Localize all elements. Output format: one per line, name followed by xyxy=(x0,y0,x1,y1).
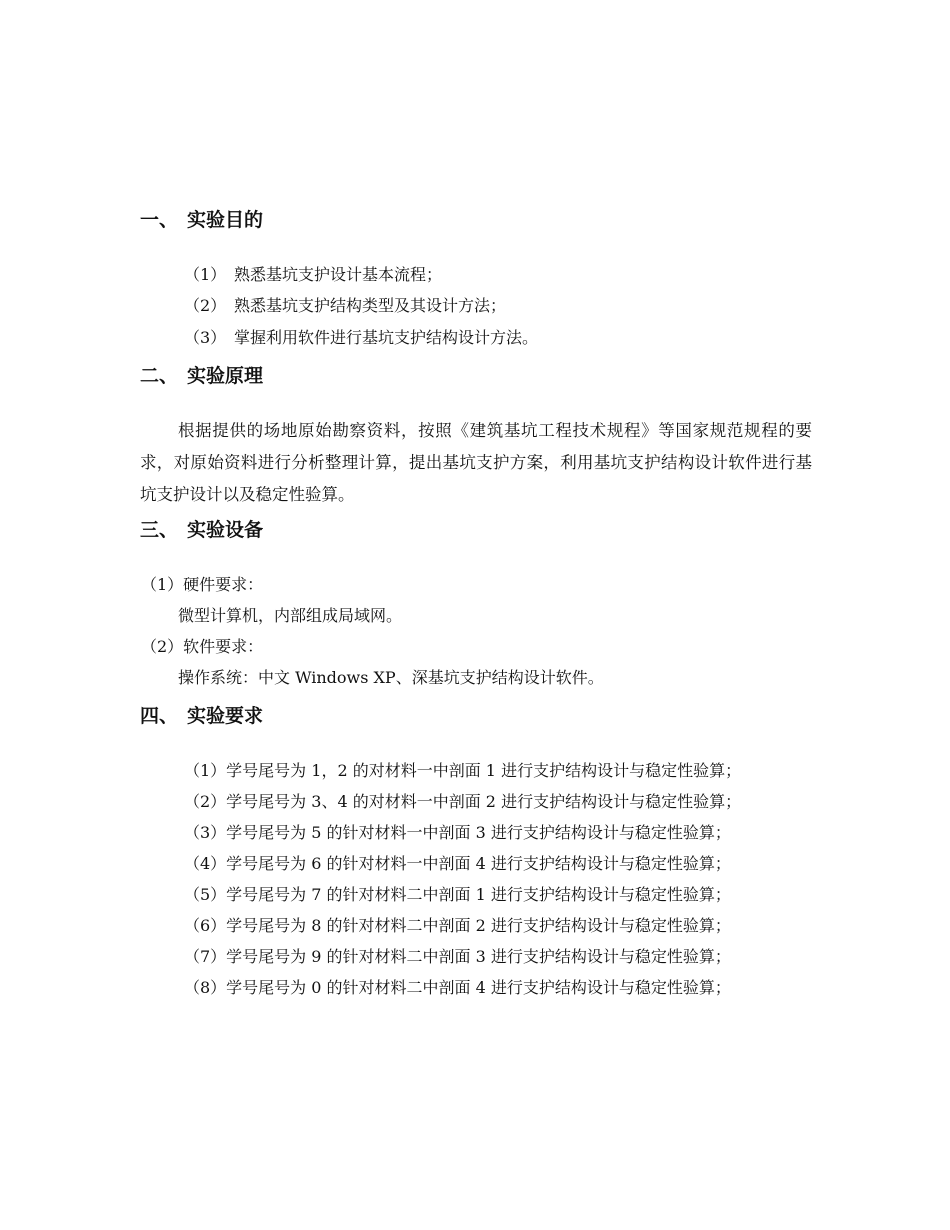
section-2-heading xyxy=(140,364,263,388)
section-1-title: 实验目的 xyxy=(187,209,264,231)
list-item: （6）学号尾号为 8 的针对材料二中剖面 2 进行支护结构设计与稳定性验算； xyxy=(184,916,731,935)
section-4-heading xyxy=(140,704,263,728)
section-3-title: 实验设备 xyxy=(187,519,264,541)
section-2-title: 实验原理 xyxy=(187,365,264,387)
hardware-requirement-detail: 微型计算机，内部组成局域网。 xyxy=(178,606,403,625)
section-3-heading xyxy=(140,518,263,542)
section-1-heading xyxy=(140,208,263,232)
software-requirement-label: （2）软件要求： xyxy=(141,637,264,656)
list-item-marker: （2） xyxy=(184,296,227,315)
list-item xyxy=(184,295,506,317)
list-item: （7）学号尾号为 9 的针对材料二中剖面 3 进行支护结构设计与稳定性验算； xyxy=(184,947,731,966)
list-item: （4）学号尾号为 6 的针对材料一中剖面 4 进行支护结构设计与稳定性验算； xyxy=(184,854,731,873)
principle-paragraph: 根据提供的场地原始勘察资料，按照《建筑基坑工程技术规程》等国家规范规程的要求，对原始资料进行分析整理计算，提出基坑支护方案，利用基坑支护结构设计软件进行基坑支护设计以及稳定性验算。 xyxy=(140,421,812,504)
list-item: （3）学号尾号为 5 的针对材料一中剖面 3 进行支护结构设计与稳定性验算； xyxy=(184,823,731,842)
list-item: （8）学号尾号为 0 的针对材料二中剖面 4 进行支护结构设计与稳定性验算； xyxy=(184,978,731,997)
list-item: （5）学号尾号为 7 的针对材料二中剖面 1 进行支护结构设计与稳定性验算； xyxy=(184,885,731,904)
software-requirement-detail: 操作系统：中文 Windows XP、深基坑支护结构设计软件。 xyxy=(178,668,604,687)
list-item-marker: （3） xyxy=(184,328,227,347)
section-4-number: 四、 xyxy=(140,705,179,727)
section-3-number: 三、 xyxy=(140,519,179,541)
list-item-text: 熟悉基坑支护结构类型及其设计方法； xyxy=(234,296,507,315)
list-item: （1）学号尾号为 1，2 的对材料一中剖面 1 进行支护结构设计与稳定性验算； xyxy=(184,761,742,780)
list-item xyxy=(184,327,538,349)
section-2-number: 二、 xyxy=(140,365,179,387)
list-item-text: 掌握利用软件进行基坑支护结构设计方法。 xyxy=(234,328,539,347)
section-4-title: 实验要求 xyxy=(187,705,264,727)
list-item xyxy=(184,264,442,286)
list-item-text: 熟悉基坑支护设计基本流程； xyxy=(234,265,443,284)
list-item-marker: （1） xyxy=(184,265,227,284)
list-item: （2）学号尾号为 3、4 的对材料一中剖面 2 进行支护结构设计与稳定性验算； xyxy=(184,792,742,811)
section-1-number: 一、 xyxy=(140,209,179,231)
hardware-requirement-label: （1）硬件要求： xyxy=(141,575,264,594)
